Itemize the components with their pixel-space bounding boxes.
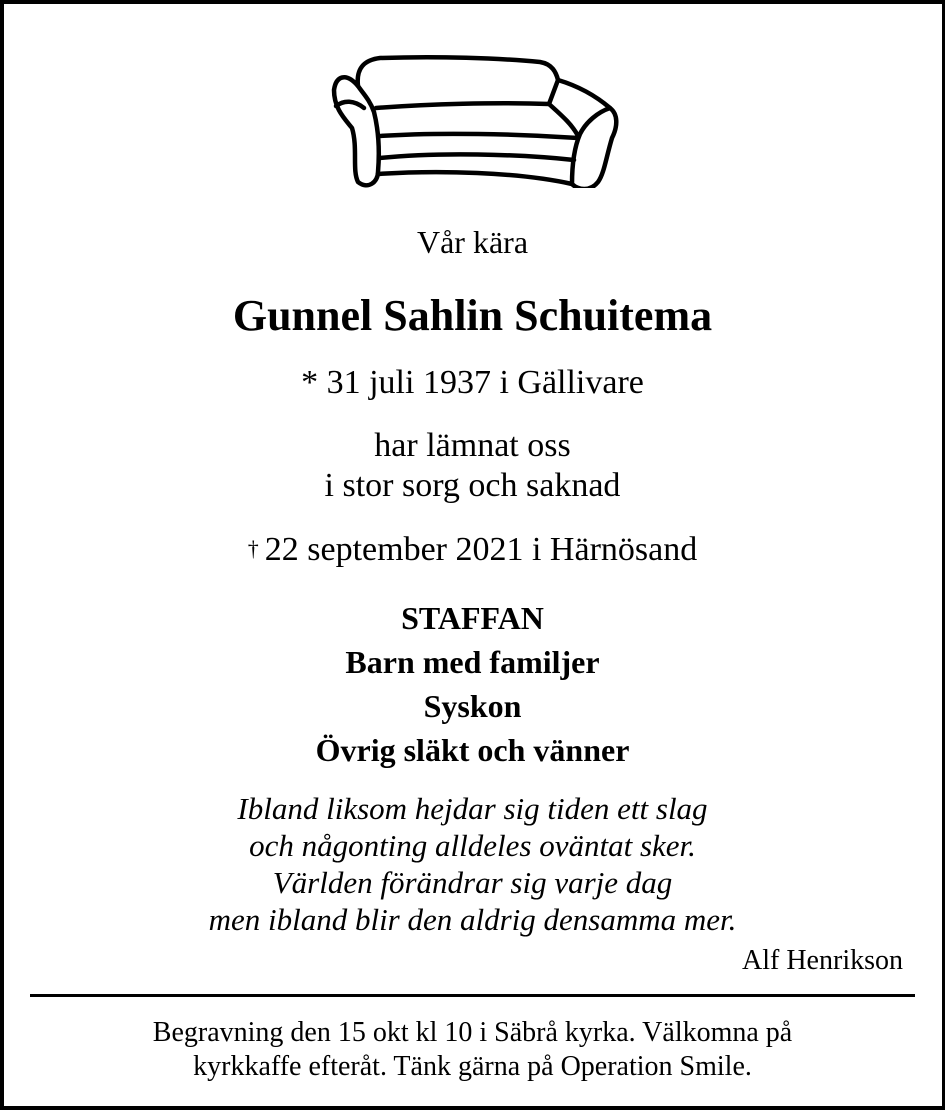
divider: [30, 994, 915, 997]
birth-line: * 31 juli 1937 i Gällivare: [301, 364, 644, 401]
message-block: [0, 426, 945, 506]
sofa-icon: [328, 48, 620, 188]
mourner: STAFFAN: [401, 600, 544, 636]
funeral-line: kyrkkaffe efteråt. Tänk gärna på Operation Smile.: [193, 1051, 752, 1082]
poem: [0, 790, 945, 938]
message-line: har lämnat oss: [374, 427, 571, 464]
funeral-info: [0, 1016, 945, 1084]
mourners-list: [0, 596, 945, 772]
poem-line: och någonting alldeles oväntat sker.: [249, 828, 696, 863]
poem-author: Alf Henrikson: [742, 945, 903, 976]
death-date: 22 september 2021 i Härnösand: [264, 531, 698, 568]
mourner: Övrig släkt och vänner: [315, 732, 630, 768]
poem-line: Ibland liksom hejdar sig tiden ett slag: [237, 791, 708, 826]
message-line: i stor sorg och saknad: [324, 467, 621, 504]
deceased-name: Gunnel Sahlin Schuitema: [232, 291, 713, 340]
poem-line: men ibland blir den aldrig densamma mer.: [208, 902, 737, 937]
intro-text: Vår kära: [416, 224, 529, 260]
funeral-line: Begravning den 15 okt kl 10 i Säbrå kyrka. Välkomna på: [152, 1017, 793, 1048]
poem-line: Världen förändrar sig varje dag: [272, 865, 673, 900]
death-line: [0, 528, 945, 571]
mourner: Syskon: [423, 688, 522, 724]
cross-icon: †: [247, 536, 259, 561]
mourner: Barn med familjer: [345, 644, 600, 680]
